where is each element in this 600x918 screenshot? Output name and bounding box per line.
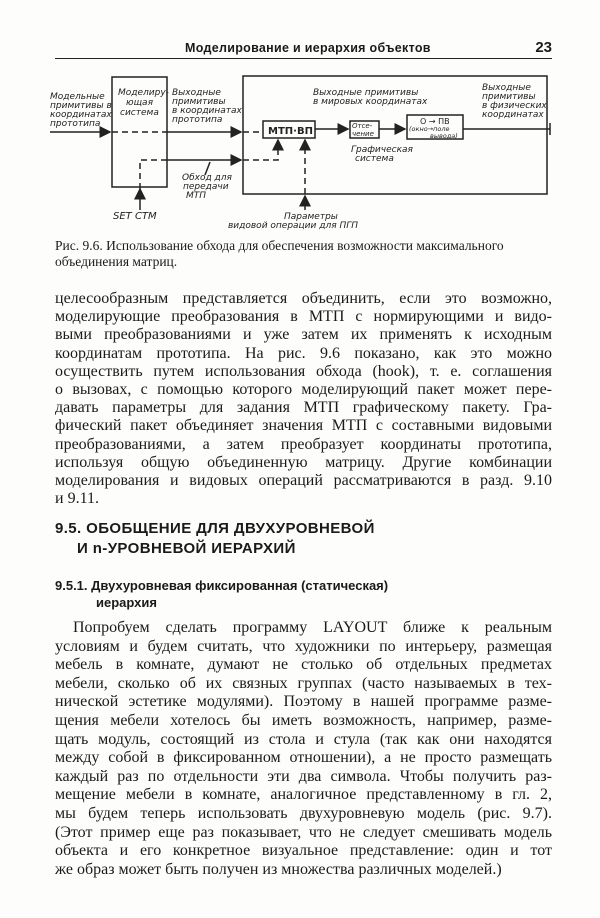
label-phys-2: в физических xyxy=(482,101,547,111)
label-wv-1: (окно→поле xyxy=(409,125,450,133)
label-phys-3: координатах xyxy=(482,110,544,120)
text-line: выми преобразованиями и уже затем их применять к исходным xyxy=(55,326,552,344)
label-input-1: примитивы в xyxy=(50,101,112,111)
label-outproto-1: примитивы xyxy=(172,97,226,107)
label-input-0: Модельные xyxy=(50,92,105,102)
label-set-ctm: SET CTM xyxy=(113,211,157,222)
label-gs-0: Графическая xyxy=(351,145,413,155)
figure-diagram xyxy=(0,0,600,240)
text-line: координатам прототипа. На рис. 9.6 показано, как это можно xyxy=(55,344,552,362)
text-line: используя общую объединенную матрицу. Другие комбинации xyxy=(55,453,552,471)
label-bypass-0: Обход для xyxy=(182,173,232,183)
section-title-line-2: И n-УРОВНЕВОЙ ИЕРАРХИЙ xyxy=(77,540,296,557)
text-line: Попробуем сделать программу LAYOUT ближе к реальным xyxy=(73,619,552,636)
label-params-1: видовой операции для ПГП xyxy=(228,221,359,231)
subsection-title-line-2: иерархия xyxy=(96,595,157,610)
subsection-title-line-1: 9.5.1. Двухуровневая фиксированная (статическая) xyxy=(55,578,389,593)
text-line: мебель в комнате, думают не столько об отдельных предметах xyxy=(55,656,552,674)
text-line: целесообразным представляется объединить, если это возможно, xyxy=(55,290,552,307)
label-params-0: Параметры xyxy=(284,212,338,222)
label-outproto-0: Выходные xyxy=(172,88,221,98)
label-input-3: прототипа xyxy=(50,119,101,129)
label-outproto-2: в координатах xyxy=(172,106,242,116)
text-line: и 9.11. xyxy=(55,490,99,508)
label-wv-2: вывода) xyxy=(430,132,458,140)
text-line: моделирующие преобразования в МТП с нормирующими и видо- xyxy=(55,308,552,326)
text-line: же образ может быть получен из множества различных моделей.) xyxy=(55,860,502,878)
text-line: осуществить путем использования обхода (hook), т. е. соглашения xyxy=(55,362,552,380)
label-modeling-2: система xyxy=(120,108,159,118)
label-world-0: Выходные примитивы xyxy=(313,88,419,98)
page-number: 23 xyxy=(535,39,552,56)
header-title: Моделирование и иерархия объектов xyxy=(185,41,431,55)
text-line: между собой в фиксированном отношении), а не просто размещать xyxy=(55,749,552,767)
text-line: моделирования и видовых операций рассматриваются в разд. 9.10 xyxy=(55,472,552,489)
text-line: каждый раз по отдельности эти два символа. Чтобы получить раз- xyxy=(55,767,552,785)
label-phys-0: Выходные xyxy=(482,83,531,93)
text-line: фический пакет объединяет значения МТП с составными видовыми xyxy=(55,417,552,435)
label-modeling-1: ющая xyxy=(126,98,153,108)
text-line: нической эстетике модулями). Поэтому в нашей программе разме- xyxy=(55,693,552,711)
label-modeling-0: Моделиру- xyxy=(118,88,169,98)
label-wv-0: О → ПВ xyxy=(420,117,450,126)
text-line: щать модуль, состоящий из стола и стула (так как они находятся xyxy=(55,730,552,748)
label-world-1: в мировых координатах xyxy=(313,97,428,107)
text-line: щения мебели хотелось бы иметь возможность, например, разме- xyxy=(55,712,552,729)
text-line: условиям и будем считать, что художники по интерьеру, размещая xyxy=(55,637,552,655)
label-clip-0: Отсе- xyxy=(352,122,373,130)
text-line: мы будем теперь использовать двухуровневую модель (рис. 9.7). xyxy=(55,805,552,822)
label-outproto-3: прототипа xyxy=(172,115,223,125)
label-mtp-vp: МТП·ВП xyxy=(268,126,313,137)
label-bypass-1: передачи xyxy=(183,182,229,192)
text-line: объекта и его конкретное визуальное представление: один и тот xyxy=(55,842,552,860)
text-line: о вызовах, с помощью которого моделирующий пакет может пере- xyxy=(55,381,552,398)
text-line: (Этот пример еще раз показывает, что не следует смешивать модель xyxy=(55,823,552,841)
figure-caption: Рис. 9.6. Использование обхода для обеспечения возможности максимального объединения матриц. xyxy=(55,238,504,269)
section-title-line-1: 9.5. ОБОБЩЕНИЕ ДЛЯ ДВУХУРОВНЕВОЙ xyxy=(55,520,375,537)
label-clip-1: чение xyxy=(352,130,374,138)
text-line: мещение мебели в комнате, аналогичное представленному в гл. 2, xyxy=(55,786,552,804)
text-line: преобразованиями, а затем преобразует координаты прототипа, xyxy=(55,435,552,453)
label-input-2: координатах xyxy=(50,110,112,120)
label-bypass-2: МТП xyxy=(186,191,207,201)
label-gs-1: система xyxy=(355,154,394,164)
label-phys-1: примитивы xyxy=(482,92,536,102)
text-line: мебели, сколько об их связных группах (часто называемых в тех- xyxy=(55,674,552,692)
text-line: давать параметры для задания МТП графическому пакету. Гра- xyxy=(55,399,552,417)
